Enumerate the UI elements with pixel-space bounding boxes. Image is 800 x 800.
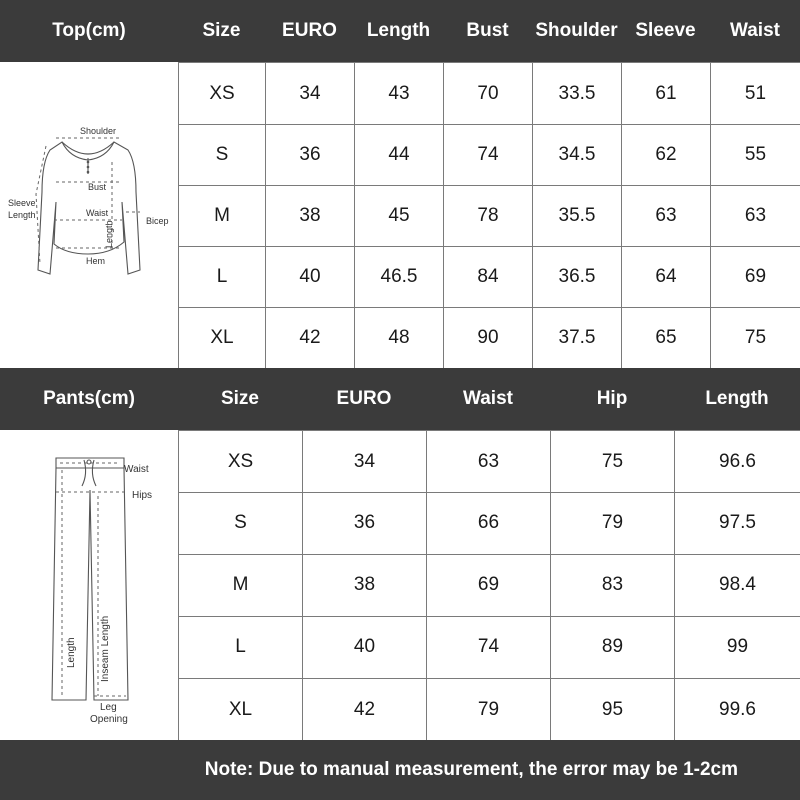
top-cell-size: L <box>178 246 265 307</box>
pants-cell-length: 99 <box>674 616 800 678</box>
top-cell-euro: 36 <box>265 124 354 185</box>
pants-cell-length: 97.5 <box>674 492 800 554</box>
pants-cell-length: 98.4 <box>674 554 800 616</box>
diagram-label-pants-inseam: Inseam Length <box>100 615 111 682</box>
top-cell-size: XL <box>178 307 265 368</box>
diagram-label-shoulder: Shoulder <box>80 126 117 136</box>
diagram-label-bicep: Bicep <box>146 216 169 226</box>
top-cell-bust: 78 <box>443 185 532 246</box>
top-cell-length: 43 <box>354 63 443 124</box>
top-size-table <box>178 62 800 368</box>
diagram-label-pants-waist: Waist <box>124 464 149 475</box>
pants-cell-euro: 38 <box>302 554 426 616</box>
pants-cell-euro: 34 <box>302 431 426 492</box>
top-cell-waist: 63 <box>710 185 800 246</box>
diagram-label-length: Length <box>104 220 114 248</box>
table-row <box>178 307 800 368</box>
pants-cell-size: M <box>178 554 302 616</box>
table-row <box>178 63 800 125</box>
top-cell-sleeve: 62 <box>621 124 710 185</box>
pants-cell-euro: 36 <box>302 492 426 554</box>
pants-cell-hip: 89 <box>550 616 674 678</box>
diagram-label-bust: Bust <box>88 182 107 192</box>
table-row <box>178 431 800 493</box>
top-cell-shoulder: 34.5 <box>532 124 621 185</box>
top-cell-length: 45 <box>354 185 443 246</box>
pants-cell-length: 96.6 <box>674 431 800 492</box>
measurement-note: Note: Due to manual measurement, the error may be 1-2cm <box>0 740 800 800</box>
top-cell-length: 44 <box>354 124 443 185</box>
pants-cell-size: XS <box>178 431 302 492</box>
top-cell-waist: 51 <box>710 63 800 124</box>
table-row <box>178 554 800 617</box>
diagram-label-sleeve-length-1: Sleeve <box>8 198 36 208</box>
top-header-length: Length <box>366 20 431 41</box>
top-header-size: Size <box>202 20 241 41</box>
pants-header-length: Length <box>705 388 769 409</box>
pants-cell-hip: 75 <box>550 431 674 492</box>
table-row <box>178 124 800 186</box>
top-header-euro: EURO <box>282 20 337 41</box>
pants-cell-euro: 40 <box>302 616 426 678</box>
pants-cell-length: 99.6 <box>674 678 800 741</box>
pants-header-waist: Waist <box>463 388 513 409</box>
top-cell-sleeve: 65 <box>621 307 710 368</box>
pants-cell-hip: 95 <box>550 678 674 741</box>
pants-cell-waist: 74 <box>426 616 550 678</box>
table-row <box>178 678 800 741</box>
diagram-label-waist: Waist <box>86 208 109 218</box>
diagram-label-pants-hips: Hips <box>132 490 153 501</box>
top-cell-size: M <box>178 185 265 246</box>
top-header-shoulder: Shoulder <box>535 20 618 41</box>
pants-header-euro: EURO <box>336 388 392 409</box>
top-cell-shoulder: 36.5 <box>532 246 621 307</box>
diagram-label-pants-length: Length <box>66 637 77 668</box>
top-cell-bust: 90 <box>443 307 532 368</box>
top-cell-sleeve: 61 <box>621 63 710 124</box>
pants-cell-waist: 69 <box>426 554 550 616</box>
top-cell-shoulder: 33.5 <box>532 63 621 124</box>
pants-header-bar <box>0 368 800 430</box>
top-cell-size: XS <box>178 63 265 124</box>
top-cell-euro: 34 <box>265 63 354 124</box>
pants-garment-diagram <box>0 430 178 740</box>
diagram-label-leg-opening-2: Opening <box>90 714 128 725</box>
pants-cell-size: S <box>178 492 302 554</box>
table-row <box>178 492 800 555</box>
top-header-bar <box>0 0 800 62</box>
top-cell-waist: 69 <box>710 246 800 307</box>
pants-cell-size: XL <box>178 678 302 741</box>
pants-section-label: Pants(cm) <box>43 388 135 409</box>
top-header-sleeve: Sleeve <box>635 20 696 41</box>
pants-cell-size: L <box>178 616 302 678</box>
top-cell-length: 48 <box>354 307 443 368</box>
pants-cell-waist: 66 <box>426 492 550 554</box>
diagram-label-leg-opening-1: Leg <box>100 702 117 713</box>
pants-cell-waist: 79 <box>426 678 550 741</box>
pants-cell-hip: 79 <box>550 492 674 554</box>
top-header-waist: Waist <box>730 20 780 41</box>
top-cell-sleeve: 64 <box>621 246 710 307</box>
pants-cell-waist: 63 <box>426 431 550 492</box>
top-garment-diagram <box>0 62 178 368</box>
table-row <box>178 246 800 308</box>
table-row <box>178 616 800 679</box>
top-cell-sleeve: 63 <box>621 185 710 246</box>
pants-cell-euro: 42 <box>302 678 426 741</box>
top-cell-size: S <box>178 124 265 185</box>
top-cell-shoulder: 37.5 <box>532 307 621 368</box>
table-row <box>178 185 800 247</box>
pants-cell-hip: 83 <box>550 554 674 616</box>
top-cell-shoulder: 35.5 <box>532 185 621 246</box>
pants-header-hip: Hip <box>596 388 628 409</box>
top-cell-length: 46.5 <box>354 246 443 307</box>
diagram-label-hem: Hem <box>86 256 106 266</box>
pants-header-size: Size <box>220 388 260 409</box>
top-cell-euro: 40 <box>265 246 354 307</box>
diagram-label-sleeve-length-2: Length <box>8 210 36 220</box>
top-cell-euro: 42 <box>265 307 354 368</box>
top-cell-bust: 74 <box>443 124 532 185</box>
top-cell-bust: 70 <box>443 63 532 124</box>
top-cell-bust: 84 <box>443 246 532 307</box>
top-header-bust: Bust <box>466 20 509 41</box>
top-cell-waist: 75 <box>710 307 800 368</box>
top-cell-euro: 38 <box>265 185 354 246</box>
top-cell-waist: 55 <box>710 124 800 185</box>
pants-size-table <box>178 430 800 741</box>
top-section-label: Top(cm) <box>52 20 126 41</box>
